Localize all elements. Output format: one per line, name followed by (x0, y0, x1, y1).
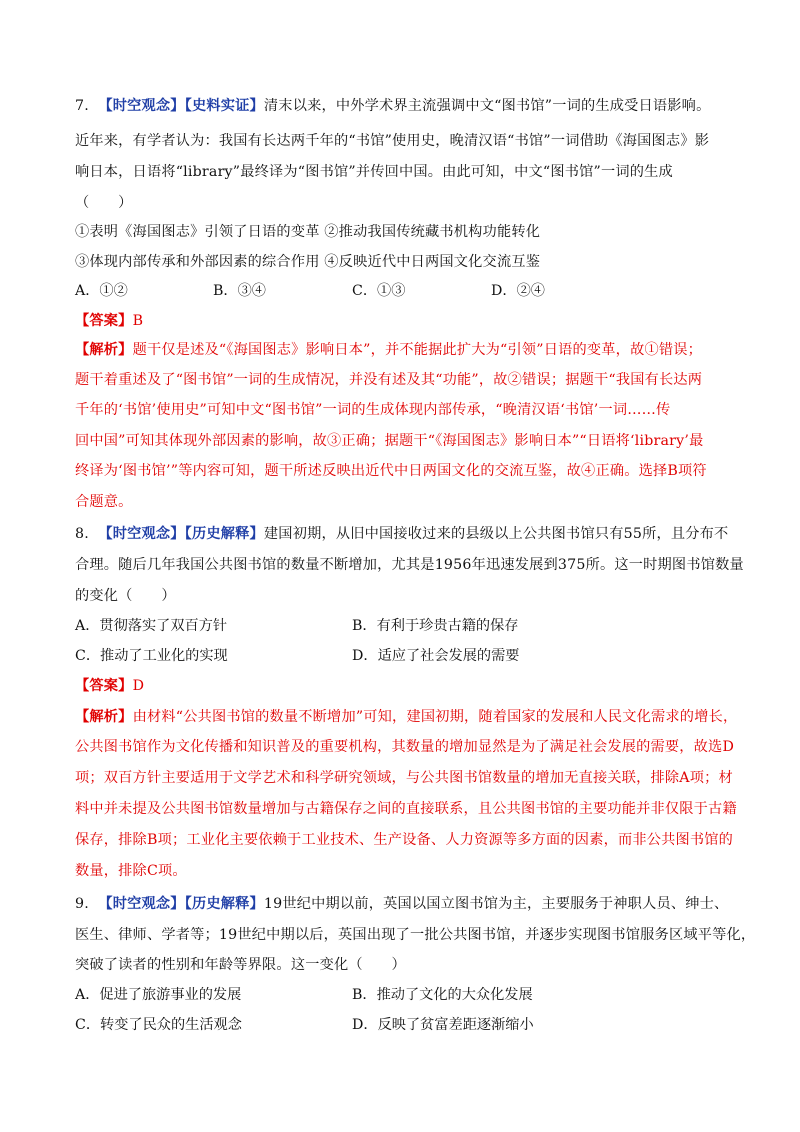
q7-option-d[interactable]: D．②④ (491, 283, 545, 299)
q9-tag-spacetime: 【时空观念】 (98, 896, 185, 912)
q7-analysis-line-6: 合题意。 (75, 494, 133, 510)
q9-stem-line-1 (75, 892, 729, 916)
q9-stem-text: 19世纪中期以前，英国以国立图书馆为主，主要服务于神职人员、绅士、 (263, 896, 729, 912)
q8-stem-line-1 (75, 522, 729, 546)
q7-answer (75, 309, 716, 333)
q8-answer-value: D (132, 678, 145, 694)
q8-option-a[interactable]: A．贯彻落实了双百方针 (75, 618, 228, 634)
q9-number: 9. (75, 896, 89, 912)
q9-option-b[interactable]: B．推动了文化的大众化发展 (352, 987, 533, 1003)
q7-analysis-line-5: 终译为‘图书馆’”等内容可知，题干所述反映出近代中日两国文化的交流互鉴，故④正确。选择B项符 (75, 463, 707, 479)
q7-option-c[interactable]: C．①③ (352, 283, 406, 299)
q7-tag-spacetime: 【时空观念】 (98, 98, 185, 114)
q7-item-line-2: ③体现内部传承和外部因素的综合作用 ④反映近代中日两国文化交流互鉴 (75, 254, 541, 270)
q8-tag-spacetime: 【时空观念】 (98, 526, 185, 542)
q8-analysis-line-2: 公共图书馆作为文化传播和知识普及的重要机构，其数量的增加显然是为了满足社会发展的需要，故选D (75, 739, 735, 755)
q8-stem-text: 建国初期，从旧中国接收过来的县级以上公共图书馆只有55所，且分布不 (263, 526, 729, 542)
q8-analysis-line-4: 料中并未提及公共图书馆数量增加与古籍保存之间的直接联系，且公共图书馆的主要功能并非仅限于古籍 (75, 801, 737, 817)
q8-analysis-line-1 (75, 705, 738, 729)
q7-answer-tag: 【答案】 (75, 313, 133, 329)
q7-analysis-line-2: 题干着重述及了“图书馆”一词的生成情况，并没有述及其“功能”，故②错误；据题干“我国有长达两 (75, 372, 703, 388)
q9-option-c[interactable]: C．转变了民众的生活观念 (75, 1017, 242, 1033)
q8-analysis-line-3: 项；双百方针主要适用于文学艺术和科学研究领域，与公共图书馆数量的增加无直接关联，排除A项；材 (75, 770, 733, 786)
q7-analysis-text-1: 题干仅是述及“《海国图志》影响日本”，并不能据此扩大为“引领”日语的变革，故①错误； (132, 342, 703, 358)
q8-option-c[interactable]: C．推动了工业化的实现 (75, 648, 228, 664)
q8-number: 8. (75, 526, 89, 542)
q7-option-b[interactable]: B．③④ (213, 283, 266, 299)
q7-stem-line-1 (75, 94, 716, 118)
q7-analysis-tag: 【解析】 (75, 342, 133, 358)
q8-analysis-tag: 【解析】 (75, 709, 133, 725)
q7-stem-line-4: （ ） (75, 195, 133, 211)
q8-analysis-text-1: 由材料“公共图书馆的数量不断增加”可知，建国初期，随着国家的发展和人民文化需求的增长， (132, 709, 738, 725)
q8-stem-line-3: 的变化（ ） (75, 588, 176, 604)
q7-answer-value: B (132, 313, 144, 329)
q9-tag-interpretation: 【历史解释】 (184, 896, 264, 912)
q9-stem-line-3: 突破了读者的性别和年龄等界限。这一变化（ ） (75, 957, 406, 973)
q7-option-a[interactable]: A．①② (75, 283, 128, 299)
q7-stem-line-2: 近年来，有学者认为：我国有长达两千年的“书馆”使用史，晚清汉语“书馆”一词借助《海国图志》影 (75, 133, 710, 149)
q7-analysis-line-1 (75, 338, 716, 362)
q8-tag-interpretation: 【历史解释】 (184, 526, 264, 542)
q8-stem-line-2: 合理。随后几年我国公共图书馆的数量不断增加，尤其是1956年迅速发展到375所。这一时期图书馆数量 (75, 557, 744, 573)
q9-option-a[interactable]: A．促进了旅游事业的发展 (75, 987, 242, 1003)
q7-stem-line-3: 响日本，日语将“library”最终译为“图书馆”并传回中国。由此可知，中文“图书馆”一词的生成 (75, 164, 673, 180)
q8-answer-tag: 【答案】 (75, 678, 133, 694)
q9-option-d[interactable]: D．反映了贫富差距逐渐缩小 (352, 1017, 534, 1033)
q7-item-line-1: ①表明《海国图志》引领了日语的变革 ②推动我国传统藏书机构功能转化 (75, 224, 541, 240)
q7-stem-text: 清末以来，中外学术界主流强调中文“图书馆”一词的生成受日语影响。 (263, 98, 711, 114)
q9-stem-line-2: 医生、律师、学者等；19世纪中期以后，英国出现了一批公共图书馆，并逐步实现图书馆服务区域平等化， (75, 927, 756, 943)
q8-answer (75, 674, 716, 698)
q8-analysis-line-6: 数量，排除C项。 (75, 863, 187, 879)
q8-option-b[interactable]: B．有利于珍贵古籍的保存 (352, 618, 519, 634)
q7-tag-evidence: 【史料实证】 (184, 98, 264, 114)
q7-number: 7. (75, 98, 89, 114)
q8-analysis-line-5: 保存，排除B项；工业化主要依赖于工业技术、生产设备、人力资源等多方面的因素，而非公共图书馆的 (75, 832, 734, 848)
q7-analysis-line-4: 回中国”可知其体现外部因素的影响，故③正确；据题干“《海国图志》影响日本”“日语将‘library’最 (75, 433, 704, 449)
q8-option-d[interactable]: D．适应了社会发展的需要 (352, 648, 520, 664)
q7-analysis-line-3: 千年的‘书馆’使用史”可知中文“图书馆”一词的生成体现内部传承，“晚清汉语‘书馆’一词……传 (75, 402, 671, 418)
